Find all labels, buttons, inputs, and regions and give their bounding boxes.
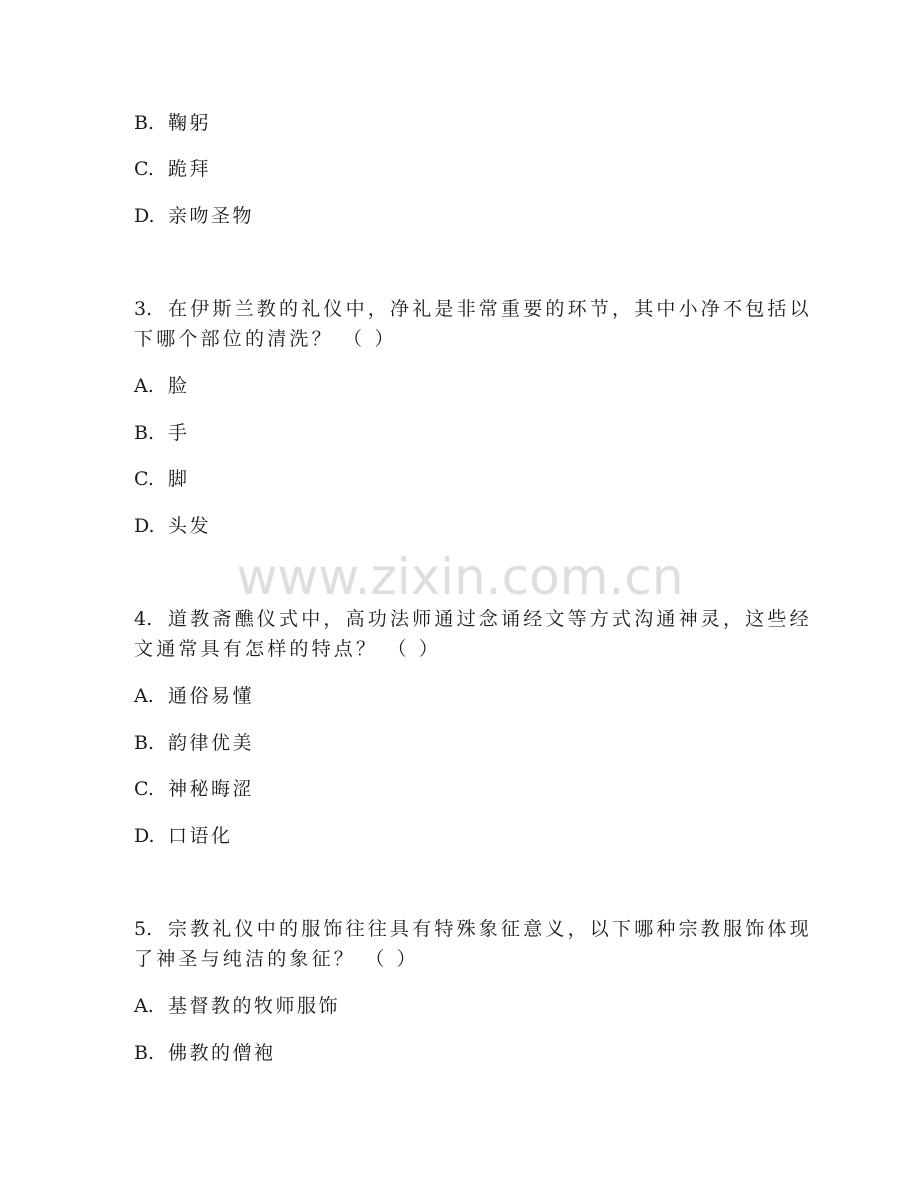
question-3-line-2: 下哪个部位的清洗？ （ ） (134, 328, 397, 350)
option-q5-b: B. 佛教的僧袍 (134, 1042, 276, 1064)
option-q4-a: A. 通俗易懂 (134, 685, 255, 707)
question-3-line-1: 3. 在伊斯兰教的礼仪中，净礼是非常重要的环节，其中小净不包括以 (134, 298, 812, 320)
option-q4-d: D. 口语化 (134, 825, 233, 847)
option-q3-a: A. 脸 (134, 375, 190, 397)
watermark: www.zixin.com.cn (236, 548, 684, 606)
option-q4-c: C. 神秘晦涩 (134, 778, 255, 800)
option-q3-b: B. 手 (134, 422, 190, 444)
question-4-line-1: 4. 道教斋醮仪式中，高功法师通过念诵经文等方式沟通神灵，这些经 (134, 608, 812, 630)
option-q2-d: D. 亲吻圣物 (134, 205, 255, 227)
question-5-line-1: 5. 宗教礼仪中的服饰往往具有特殊象征意义，以下哪种宗教服饰体现 (134, 918, 812, 940)
option-q3-d: D. 头发 (134, 515, 212, 537)
option-q2-c: C. 跪拜 (134, 158, 212, 180)
question-4-line-2: 文通常具有怎样的特点？ （ ） (134, 638, 442, 660)
option-q3-c: C. 脚 (134, 468, 190, 490)
question-5-line-2: 了神圣与纯洁的象征？ （ ） (134, 948, 419, 970)
option-q4-b: B. 韵律优美 (134, 732, 255, 754)
option-q5-a: A. 基督教的牧师服饰 (134, 995, 341, 1017)
option-q2-b: B. 鞠躬 (134, 112, 212, 134)
